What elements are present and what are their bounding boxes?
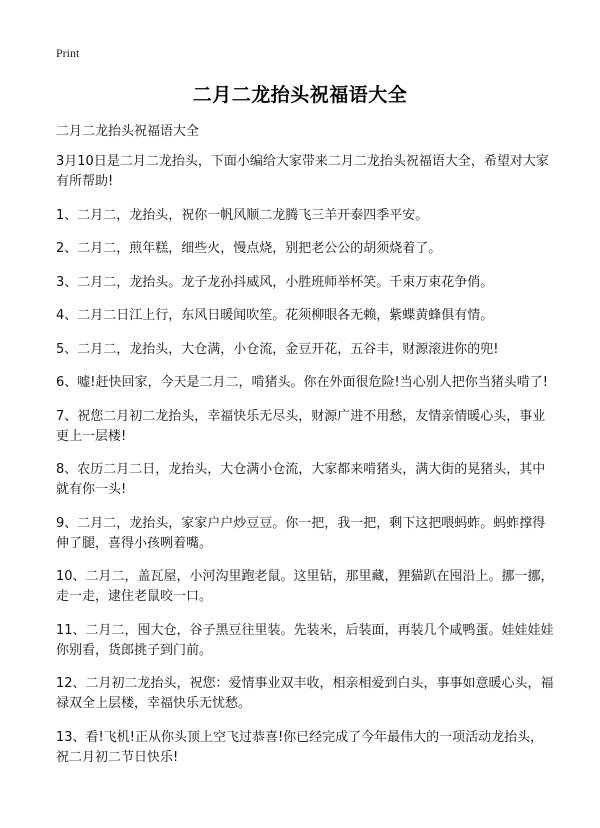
greeting-item-9: 9、二月二，龙抬头，家家户户炒豆豆。你一把，我一把，剩下这把喂蚂蚱。蚂蚱撑得伸了腿，喜得小孩咧着嘴。 [56, 515, 546, 551]
greeting-item-6: 6、嘘!赶快回家，今天是二月二，啃猪头。你在外面很危险!当心别人把你当猪头啃了! [56, 375, 548, 390]
greeting-item-7: 7、祝您二月初二龙抬头，幸福快乐无尽头，财源广进不用愁，友情亲情暖心头，事业更上一层楼! [56, 408, 546, 444]
greeting-item-4: 4、二月二日江上行，东风日暖闻吹笙。花须柳眼各无赖，紫蝶黄蜂俱有情。 [56, 308, 494, 323]
print-link[interactable]: Print [56, 46, 80, 60]
intro-paragraph: 3月10日是二月二龙抬头，下面小编给大家带来二月二龙抬头祝福语大全，希望对大家有所帮助! [56, 154, 549, 189]
greeting-item-2: 2、二月二，煎年糕，细些火，慢点烧，别把老公公的胡须烧着了。 [56, 241, 442, 256]
greeting-item-8: 8、农历二月二日，龙抬头，大仓满小仓流，大家都来啃猪头，满大街的晃猪头，其中就有你一头! [56, 462, 546, 497]
greeting-item-3: 3、二月二，龙抬头。龙子龙孙抖威风，小胜班师举杯笑。千束万束花争俏。 [56, 274, 494, 290]
greeting-item-10: 10、二月二，盖瓦屋，小河沟里跑老鼠。这里钻，那里藏，狸猫趴在囤沿上。挪一挪，走一走，逮住老鼠咬一口。 [56, 569, 554, 604]
greeting-item-5: 5、二月二，龙抬头，大仓满，小仓流，金豆开花，五谷丰，财源滚进你的兜! [56, 341, 499, 357]
document-subtitle: 二月二龙抬头祝福语大全 [56, 124, 200, 139]
document-body [56, 152, 556, 781]
document-title: 二月二龙抬头祝福语大全 [192, 84, 408, 106]
greeting-item-1: 1、二月二，龙抬头，祝你一帆风顺二龙腾飞三羊开泰四季平安。 [56, 207, 429, 223]
greeting-item-11: 11、二月二，囤大仓，谷子黑豆往里装。先装米，后装面，再装几个咸鸭蛋。娃娃娃娃你别看，货郎挑子到门前。 [56, 622, 554, 658]
greeting-item-12: 12、二月初二龙抬头，祝您：爱情事业双丰收，相亲相爱到白头，事事如意暖心头，福禄双全上层楼，幸福快乐无忧愁。 [56, 676, 554, 711]
greeting-item-13: 13、看!飞机!正从你头顶上空飞过恭喜!你已经完成了今年最伟大的一项活动龙抬头，祝二月初二节日快乐! [56, 729, 544, 765]
